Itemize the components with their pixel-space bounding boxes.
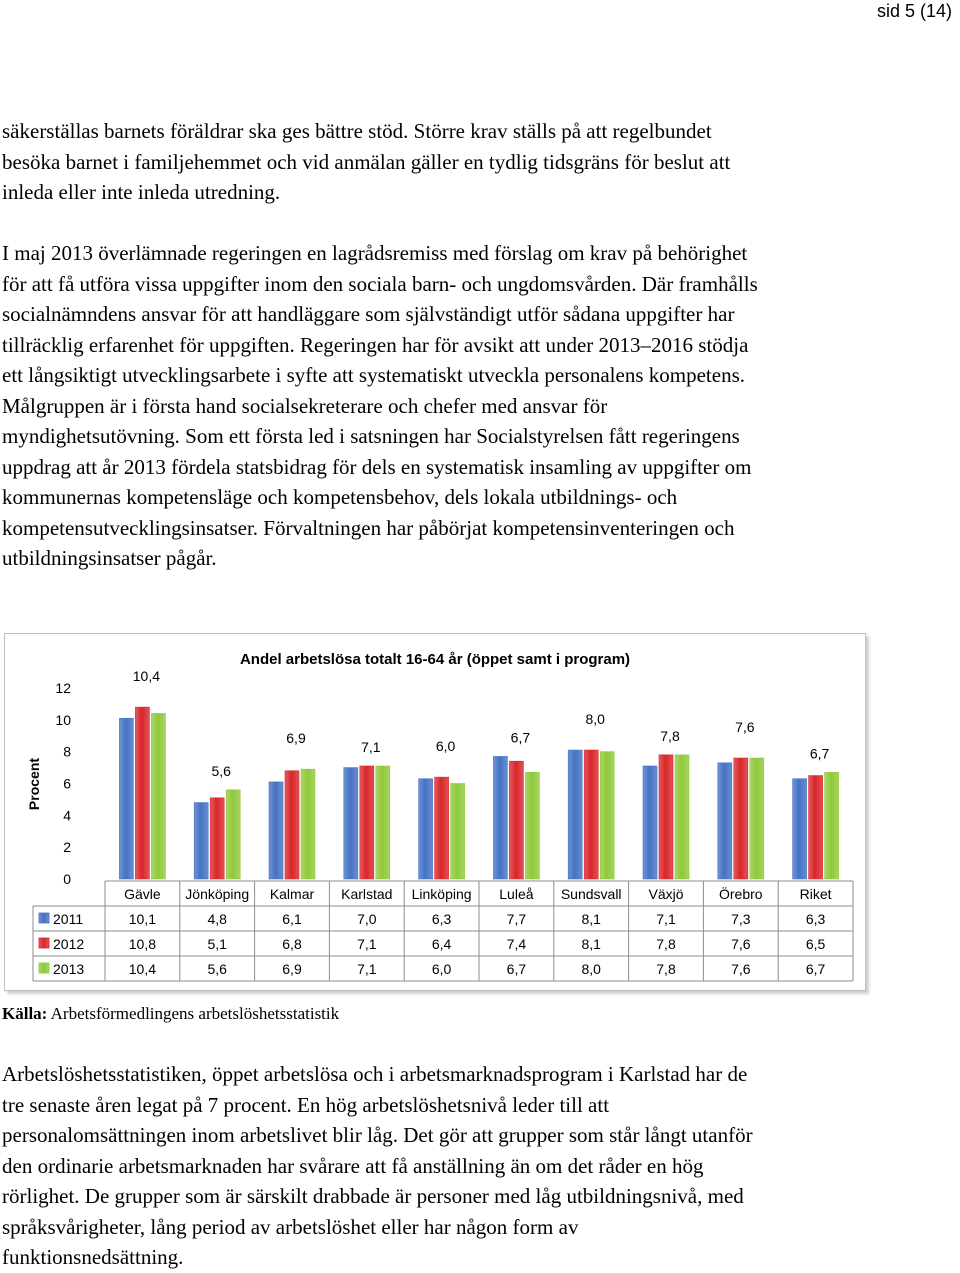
bar-2012: [435, 777, 449, 879]
bar-2013: [451, 784, 465, 880]
table-cell-value: 8,1: [581, 911, 601, 927]
y-tick-label: 10: [55, 711, 71, 728]
table-cell-value: 7,8: [656, 936, 676, 952]
table-cell-value: 7,1: [357, 961, 377, 977]
category-label: Kalmar: [269, 886, 315, 902]
unemployment-chart: [4, 633, 866, 991]
y-tick-label: 2: [63, 839, 71, 856]
bar-2013: [525, 772, 539, 879]
table-cell-value: 5,6: [207, 961, 227, 977]
text-line: den ordinarie arbetsmarknaden har svårare att få anställning än om det råder en hög: [2, 1153, 704, 1178]
text-line: tre senaste åren legat på 7 procent. En hög arbetslöshetsnivå leder till att: [2, 1092, 610, 1117]
table-cell-value: 6,9: [282, 961, 302, 977]
data-label: 7,8: [660, 727, 680, 744]
text-line: uppdrag att år 2013 fördela statsbidrag för dels en systematisk insamling av uppgifter om: [2, 454, 752, 479]
bar-2011: [493, 756, 507, 879]
text-line: socialnämndens ansvar för att handläggare som självständigt utför sådana uppgifter har: [2, 302, 735, 326]
table-cell-value: 6,5: [805, 936, 826, 952]
bar-2011: [194, 803, 208, 879]
table-cell-value: 7,1: [357, 936, 377, 952]
table-cell-value: 7,6: [731, 936, 751, 952]
table-cell-value: 7,8: [656, 961, 676, 977]
data-label: 6,7: [510, 729, 531, 746]
y-tick-label: 6: [63, 775, 71, 792]
bar-2012: [584, 750, 598, 879]
bar-2013: [675, 755, 689, 879]
table-cell-value: 10,1: [128, 911, 157, 927]
legend-label: 2012: [53, 936, 85, 952]
bar-2013: [750, 758, 764, 879]
table-cell-value: 4,8: [207, 911, 227, 927]
text-line: besöka barnet i familjehemmet och vid anmälan gäller en tydlig tidsgräns för beslut att: [2, 149, 731, 174]
data-label: 6,7: [809, 745, 830, 762]
table-cell-value: 6,8: [282, 936, 302, 952]
y-tick-label: 12: [55, 680, 71, 696]
bar-2011: [119, 718, 133, 879]
category-label: Luleå: [499, 886, 534, 902]
text-line: för att få utföra vissa uppgifter inom den sociala barn- och ungdomsvården. Där framhålls: [2, 271, 758, 296]
text-line: tillräcklig erfarenhet för uppgiften. Regeringen har för avsikt att under 2013–2016 stödja: [2, 332, 749, 357]
category-label: Linköping: [411, 886, 472, 902]
bar-2012: [809, 776, 823, 879]
text-line: I maj 2013 överlämnade regeringen en lagrådsremiss med förslag om krav på behörighet: [2, 241, 748, 265]
table-cell-value: 6,3: [431, 911, 452, 927]
text-line: myndighetsutövning. Som ett första led i satsningen har Socialstyrelsen fått regeringens: [2, 424, 740, 448]
legend-label: 2011: [53, 911, 84, 927]
table-cell-value: 8,0: [581, 961, 601, 977]
text-line: inleda eller inte inleda utredning.: [2, 180, 281, 204]
text-line: utbildningsinsatser pågår.: [2, 546, 217, 570]
category-label: Gävle: [124, 886, 161, 902]
data-label: 6,9: [286, 730, 306, 747]
y-tick-label: 0: [63, 871, 71, 887]
source-text: Arbetsförmedlingens arbetslöshetsstatistik: [47, 1004, 340, 1023]
legend-swatch-2013: [39, 963, 49, 973]
bar-2013: [301, 769, 315, 879]
bar-2011: [344, 768, 358, 879]
bar-2013: [825, 772, 839, 879]
text-line: rörlighet. De grupper som är särskilt drabbade är personer med låg utbildningsnivå, med: [2, 1184, 744, 1208]
data-label: 10,4: [132, 668, 161, 685]
bar-2013: [600, 752, 614, 879]
table-cell-value: 6,3: [805, 911, 826, 927]
y-tick-label: 8: [63, 743, 71, 760]
category-label: Karlstad: [341, 886, 393, 902]
table-cell-value: 7,6: [731, 961, 751, 977]
table-cell-value: 6,1: [282, 911, 302, 927]
bar-2012: [360, 766, 374, 879]
text-line: Arbetslöshetsstatistiken, öppet arbetslösa och i arbetsmarknadsprogram i Karlstad har de: [2, 1062, 748, 1086]
bar-2012: [135, 707, 149, 879]
source-label: Källa:: [2, 1004, 48, 1023]
table-cell-value: 7,0: [357, 911, 377, 927]
page-number: sid 5 (14): [876, 1, 952, 21]
category-label: Örebro: [719, 886, 763, 902]
bar-2013: [376, 766, 390, 879]
text-line: Målgruppen är i första hand socialsekreterare och chefer med ansvar för: [2, 393, 608, 418]
data-label: 5,6: [211, 762, 231, 779]
table-cell-value: 6,7: [506, 961, 527, 977]
paragraph-3: [2, 1059, 958, 1273]
bar-2013: [226, 790, 240, 879]
chart-canvas: [5, 634, 865, 990]
table-cell-value: 7,1: [656, 911, 676, 927]
table-cell-value: 7,3: [731, 911, 751, 927]
table-cell-value: 10,4: [128, 961, 157, 977]
bar-2012: [659, 755, 673, 879]
table-cell-value: 5,1: [207, 936, 227, 952]
chart-source: [2, 1003, 339, 1025]
category-label: Riket: [799, 886, 832, 902]
bar-2013: [151, 713, 165, 879]
paragraph-1: [2, 116, 958, 208]
bar-2012: [734, 758, 748, 879]
text-line: kommunernas kompetensläge och kompetensbehov, dels lokala utbildnings- och: [2, 485, 678, 509]
table-cell-value: 8,1: [581, 936, 601, 952]
bar-2011: [718, 763, 732, 879]
paragraph-2: [2, 238, 958, 574]
text-line: personalomsättningen inom arbetslivet blir låg. Det gör att grupper som står långt utanför: [2, 1123, 753, 1147]
table-cell-value: 6,7: [805, 961, 826, 977]
bar-2012: [285, 771, 299, 879]
bar-2011: [643, 766, 657, 879]
bar-2011: [793, 779, 807, 879]
bar-2012: [210, 798, 224, 879]
legend-swatch-2012: [39, 938, 49, 948]
text-line: språksvårigheter, lång period av arbetslöshet eller har någon form av: [2, 1214, 579, 1239]
text-line: ett långsiktigt utvecklingsarbete i syfte att systematiskt utveckla personalens kompetens.: [2, 363, 745, 387]
text-line: funktionsnedsättning.: [2, 1245, 184, 1269]
data-label: 7,1: [361, 738, 381, 755]
table-cell-value: 6,0: [431, 961, 452, 977]
table-cell-value: 10,8: [128, 936, 157, 952]
legend-label: 2013: [53, 961, 85, 977]
y-axis-label: Procent: [26, 757, 42, 811]
table-cell-value: 7,4: [506, 936, 527, 952]
data-label: 6,0: [435, 738, 456, 755]
table-cell-value: 6,4: [431, 936, 452, 952]
category-label: Sundsvall: [560, 886, 622, 902]
bar-2012: [509, 761, 523, 879]
category-label: Växjö: [648, 886, 684, 902]
bar-2011: [568, 750, 582, 879]
legend-swatch-2011: [39, 913, 49, 923]
bar-2011: [269, 782, 283, 879]
data-label: 7,6: [735, 719, 755, 736]
text-line: kompetensutvecklingsinsatser. Förvaltningen har påbörjat kompetensinventeringen och: [2, 515, 735, 540]
table-cell-value: 7,7: [506, 911, 527, 927]
category-label: Jönköping: [185, 886, 250, 902]
y-tick-label: 4: [63, 807, 71, 824]
bar-2011: [419, 779, 433, 879]
chart-title: Andel arbetslösa totalt 16-64 år (öppet samt i program): [239, 651, 631, 668]
data-label: 8,0: [585, 711, 605, 728]
text-line: säkerställas barnets föräldrar ska ges bättre stöd. Större krav ställs på att regelbundet: [2, 119, 712, 143]
